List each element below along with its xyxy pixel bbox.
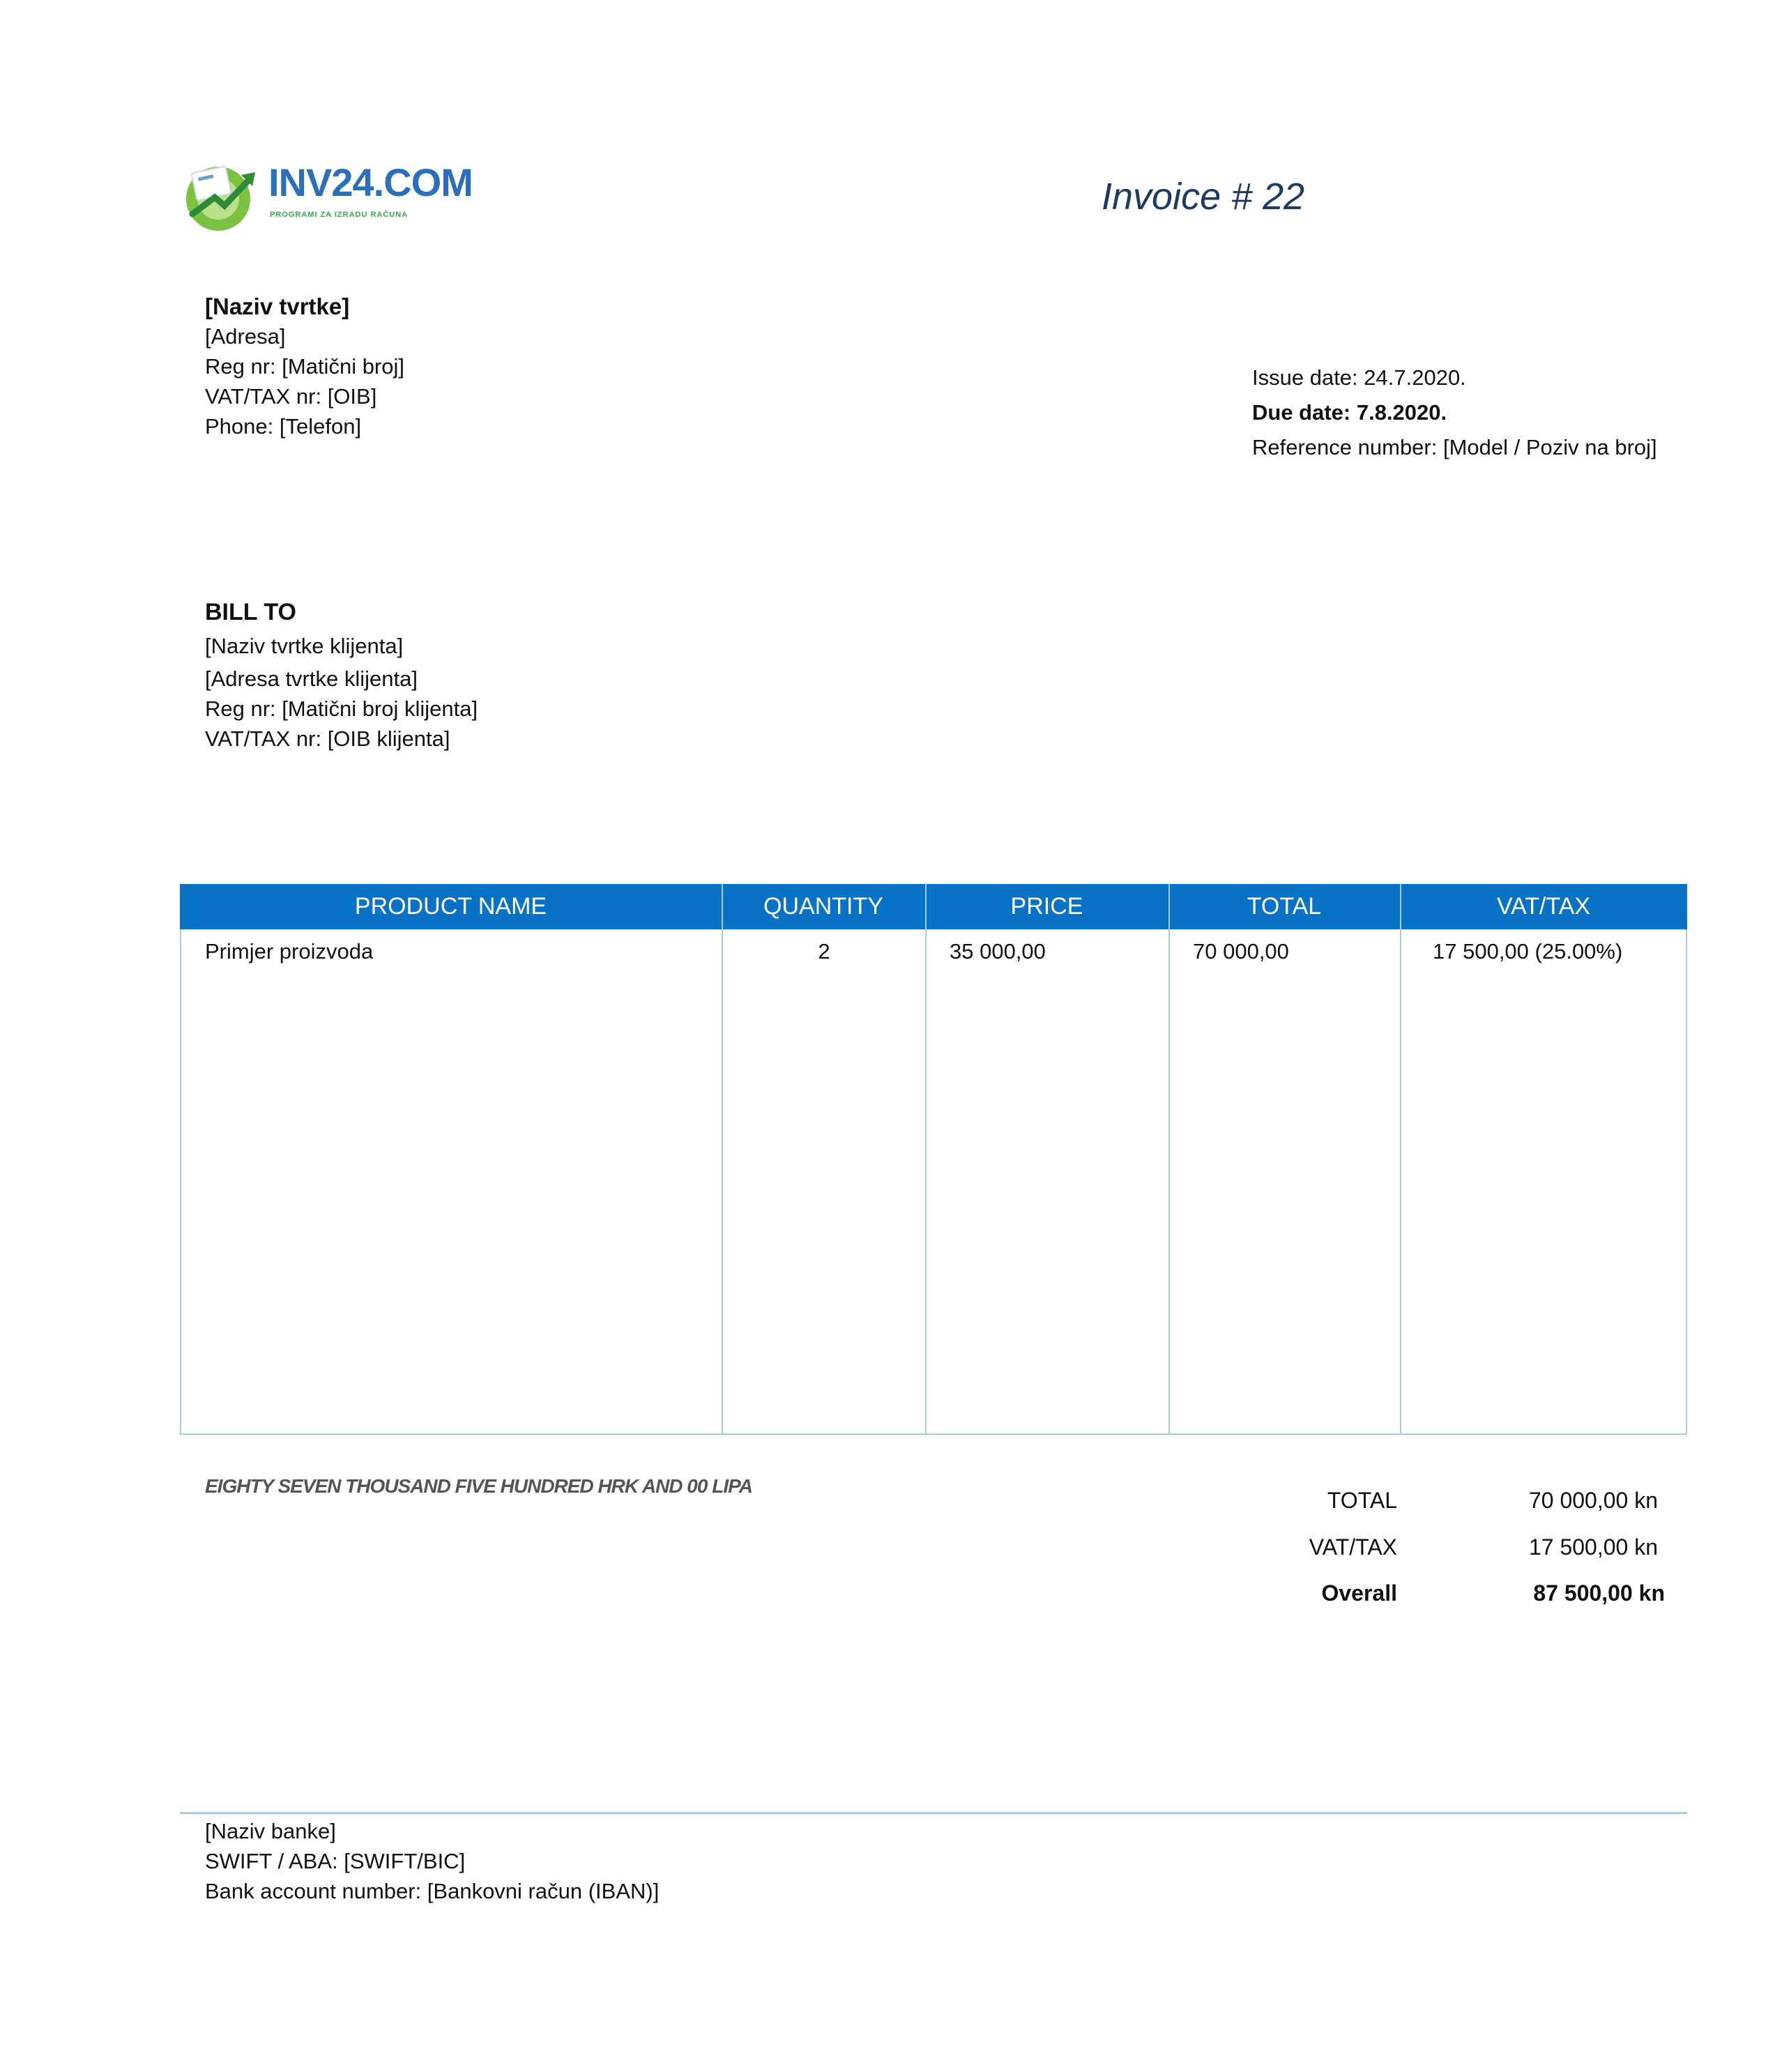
company-phone: Phone: [Telefon] bbox=[205, 414, 362, 439]
company-name: [Naziv tvrtke] bbox=[205, 294, 350, 319]
company-vat: VAT/TAX nr: [OIB] bbox=[205, 384, 377, 409]
table-header bbox=[180, 884, 1687, 929]
issue-date: Issue date: 24.7.2020. bbox=[1252, 365, 1466, 390]
bill-to bbox=[205, 596, 478, 754]
overall-value: 87 500,00 kn bbox=[1533, 1580, 1665, 1606]
header-vat-tax: VAT/TAX bbox=[1496, 893, 1591, 920]
bank-name: [Naziv banke] bbox=[205, 1819, 336, 1843]
footer-divider bbox=[180, 1812, 1687, 1814]
header-quantity: QUANTITY bbox=[763, 893, 883, 920]
due-date: Due date: 7.8.2020. bbox=[1252, 400, 1447, 425]
overall-label: Overall bbox=[1321, 1580, 1397, 1606]
logo-brand-text: INV24.COM bbox=[268, 160, 473, 204]
bank-account: Bank account number: [Bankovni račun (IBAN)] bbox=[205, 1879, 660, 1903]
total-value: 70 000,00 kn bbox=[1528, 1488, 1658, 1513]
column-divider bbox=[1168, 884, 1170, 1435]
bank-info bbox=[205, 1816, 659, 1906]
cell-vat-tax: 17 500,00 (25.00%) bbox=[1433, 939, 1623, 963]
vat-label: VAT/TAX bbox=[1309, 1534, 1397, 1560]
company-address: [Adresa] bbox=[205, 324, 286, 349]
header-total: TOTAL bbox=[1247, 893, 1322, 920]
cell-price: 35 000,00 bbox=[950, 939, 1046, 963]
bill-to-heading: BILL TO bbox=[205, 599, 296, 625]
header-price: PRICE bbox=[1010, 893, 1083, 920]
column-divider bbox=[722, 884, 723, 1435]
company-logo bbox=[180, 157, 264, 234]
client-address: [Adresa tvrtke klijenta] bbox=[205, 666, 418, 691]
client-vat: VAT/TAX nr: [OIB klijenta] bbox=[205, 726, 450, 751]
amount-in-words: EIGHTY SEVEN THOUSAND FIVE HUNDRED HRK AND 00 LIPA bbox=[205, 1475, 752, 1497]
invoice-title: Invoice # 22 bbox=[1102, 176, 1305, 218]
logo-tagline: PROGRAMI ZA IZRADU RAČUNA bbox=[270, 211, 409, 219]
cell-quantity: 2 bbox=[818, 939, 830, 963]
cell-product-name: Primjer proizvoda bbox=[205, 939, 374, 963]
vat-value: 17 500,00 kn bbox=[1528, 1534, 1658, 1560]
client-reg: Reg nr: [Matični broj klijenta] bbox=[205, 696, 478, 721]
company-reg: Reg nr: [Matični broj] bbox=[205, 354, 404, 379]
column-divider bbox=[1400, 884, 1401, 1435]
column-divider bbox=[925, 884, 927, 1435]
total-label: TOTAL bbox=[1327, 1488, 1397, 1513]
reference-number: Reference number: [Model / Poziv na broj] bbox=[1252, 435, 1657, 459]
cell-total: 70 000,00 bbox=[1193, 939, 1289, 963]
bank-swift: SWIFT / ABA: [SWIFT/BIC] bbox=[205, 1849, 466, 1873]
items-table bbox=[180, 884, 1687, 1435]
company-info bbox=[205, 291, 404, 441]
invoice-dates bbox=[1252, 360, 1657, 465]
client-name: [Naziv tvrtke klijenta] bbox=[205, 634, 404, 658]
header-product-name: PRODUCT NAME bbox=[354, 893, 547, 920]
